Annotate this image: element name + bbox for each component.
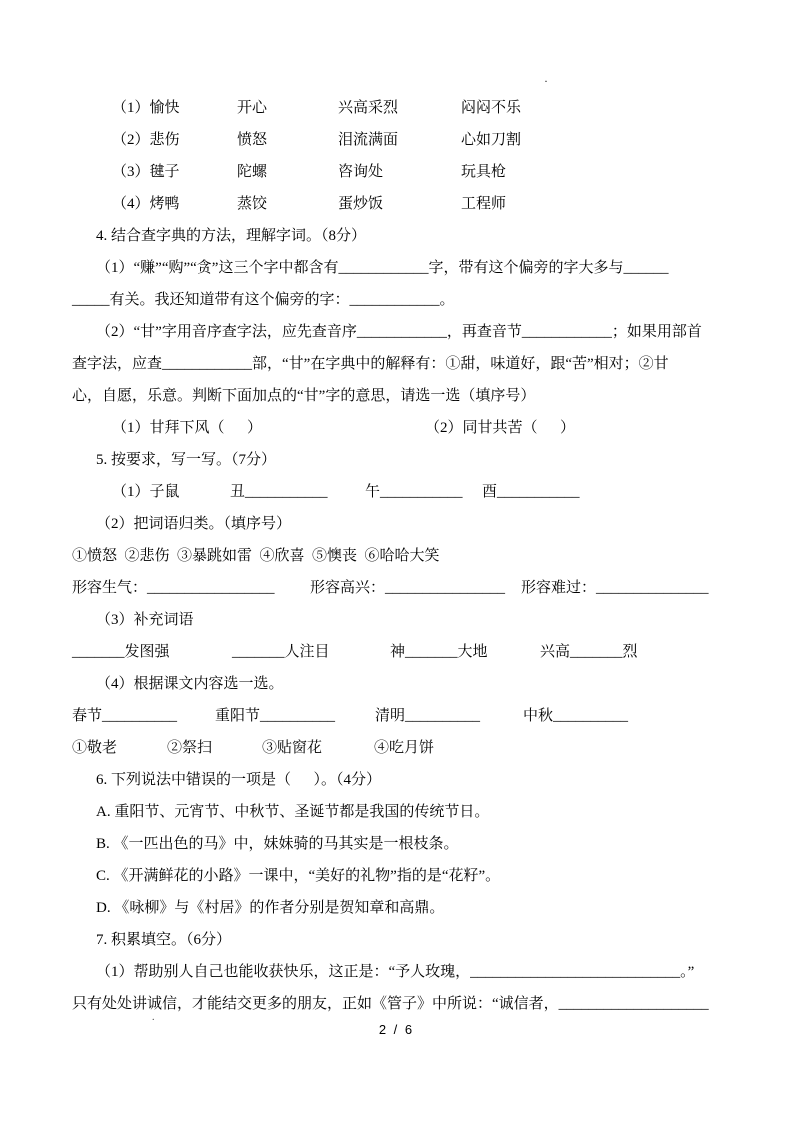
text-run: 形容高兴：________________ — [310, 580, 506, 596]
text-run: （4）烤鸭 — [112, 196, 180, 212]
text-run: （1）子鼠 — [112, 484, 180, 500]
text-run: 神_______大地 — [390, 644, 488, 660]
text-run: ④吃月饼 — [374, 740, 435, 756]
stray-dot-top-right: · — [544, 74, 548, 88]
text-run: 兴高_______烈 — [540, 644, 638, 660]
text-run: 中秋__________ — [523, 708, 629, 724]
word-group-row-1 — [112, 92, 723, 124]
question-7-sub1 — [96, 956, 723, 988]
text-run: 丑___________ — [230, 484, 328, 500]
word-group-row-4 — [112, 188, 723, 220]
question-4-choices — [112, 412, 723, 444]
text-run: （2）把词语归类。（填序号） — [96, 516, 292, 532]
page-number: 2 / 6 — [378, 1022, 415, 1037]
question-6-option-c — [96, 860, 723, 892]
exam-body — [72, 92, 723, 1020]
text-run: _______发图强 — [72, 644, 170, 660]
text-run: ②祭扫 — [167, 740, 213, 756]
text-run: （1）甘拜下风（ ） — [112, 420, 263, 436]
question-7-stem — [96, 924, 723, 956]
text-run: （2）悲伤 — [112, 132, 180, 148]
question-6-option-a — [96, 796, 723, 828]
text-run: 玩具枪 — [461, 164, 507, 180]
question-7-sub1-cont — [72, 988, 723, 1020]
text-run: 咨询处 — [338, 164, 384, 180]
text-run: 清明__________ — [375, 708, 481, 724]
text-run: （1）帮助别人自己也能收获快乐，这正是：“予人玫瑰，____________________________。” — [96, 964, 695, 980]
text-run: 只有处处讲诚信，才能结交更多的朋友，正如《管子》中所说：“诚信者，____________________ — [72, 996, 709, 1012]
question-5-stem — [96, 444, 723, 476]
text-run: 泪流满面 — [338, 132, 399, 148]
text-run: D. 《咏柳》与《村居》的作者分别是贺知章和高鼎。 — [96, 900, 445, 916]
text-run: 工程师 — [461, 196, 507, 212]
text-run: 酉___________ — [482, 484, 580, 500]
text-run: 查字法，应查____________部，“甘”在字典中的解释有：①甜，味道好，跟“苦”相对；②甘 — [72, 356, 669, 372]
word-group-row-2 — [112, 124, 723, 156]
text-run: 蒸饺 — [237, 196, 268, 212]
word-group-row-3 — [112, 156, 723, 188]
question-6-option-b — [96, 828, 723, 860]
text-run: （1）“赚”“购”“贪”这三个字中都含有____________字，带有这个偏旁的字大多与______ — [96, 260, 669, 276]
text-run: B. 《一匹出色的马》中，妹妹骑的马其实是一根枝条。 — [96, 836, 459, 852]
text-run: 重阳节__________ — [215, 708, 336, 724]
text-run: ①愤怒 ②悲伤 ③暴跳如雷 ④欣喜 ⑤懊丧 ⑥哈哈大笑 — [72, 548, 440, 564]
text-run: 形容难过：_______________ — [521, 580, 709, 596]
question-5-sub4 — [96, 668, 723, 700]
question-6-option-d — [96, 892, 723, 924]
text-run: ③贴窗花 — [262, 740, 323, 756]
text-run: 春节__________ — [72, 708, 178, 724]
text-run: ①敬老 — [72, 740, 118, 756]
question-5-sub2 — [96, 508, 723, 540]
question-4-stem — [96, 220, 723, 252]
festival-options — [72, 732, 723, 764]
text-run: _______人注目 — [232, 644, 330, 660]
question-4-sub2-cont2 — [72, 380, 723, 412]
text-run: 兴高采烈 — [338, 100, 399, 116]
classify-blanks — [72, 572, 723, 604]
text-run: 心，自愿，乐意。判断下面加点的“甘”字的意思，请选一选（填序号） — [72, 388, 536, 404]
word-options — [72, 540, 723, 572]
complete-words — [72, 636, 723, 668]
question-4-sub1-cont — [72, 284, 723, 316]
text-run: （2）同甘共苦（ ） — [425, 420, 576, 436]
text-run: 5. 按要求，写一写。（7分） — [96, 452, 277, 468]
question-6-stem — [96, 764, 723, 796]
stray-dot-bottom-left: . — [152, 1012, 155, 1023]
text-run: 4. 结合查字典的方法，理解字词。（8分） — [96, 228, 367, 244]
text-run: 6. 下列说法中错误的一项是（ ）。（4分） — [96, 772, 382, 788]
text-run: 陀螺 — [237, 164, 268, 180]
text-run: （3）补充词语 — [96, 612, 194, 628]
question-4-sub2-cont1 — [72, 348, 723, 380]
text-run: 7. 积累填空。（6分） — [96, 932, 232, 948]
text-run: （4）根据课文内容选一选。 — [96, 676, 284, 692]
question-5-sub1 — [112, 476, 723, 508]
text-run: 形容生气：_________________ — [72, 580, 275, 596]
text-run: C. 《开满鲜花的小路》一课中，“美好的礼物”指的是“花籽”。 — [96, 868, 501, 884]
text-run: （2）“甘”字用音序查字法，应先查音序____________，再查音节____________；如果用部首 — [96, 324, 702, 340]
festival-blanks — [72, 700, 723, 732]
text-run: 开心 — [237, 100, 268, 116]
text-run: 心如刀割 — [461, 132, 522, 148]
text-run: （1）愉快 — [112, 100, 180, 116]
text-run: （3）毽子 — [112, 164, 180, 180]
text-run: 愤怒 — [237, 132, 268, 148]
text-run: _____有关。我还知道带有这个偏旁的字：____________。 — [72, 292, 455, 308]
text-run: 闷闷不乐 — [461, 100, 522, 116]
question-4-sub2 — [96, 316, 723, 348]
text-run: 蛋炒饭 — [338, 196, 384, 212]
text-run: 午___________ — [365, 484, 463, 500]
question-4-sub1 — [96, 252, 723, 284]
text-run: A. 重阳节、元宵节、中秋节、圣诞节都是我国的传统节日。 — [96, 804, 490, 820]
question-5-sub3 — [96, 604, 723, 636]
